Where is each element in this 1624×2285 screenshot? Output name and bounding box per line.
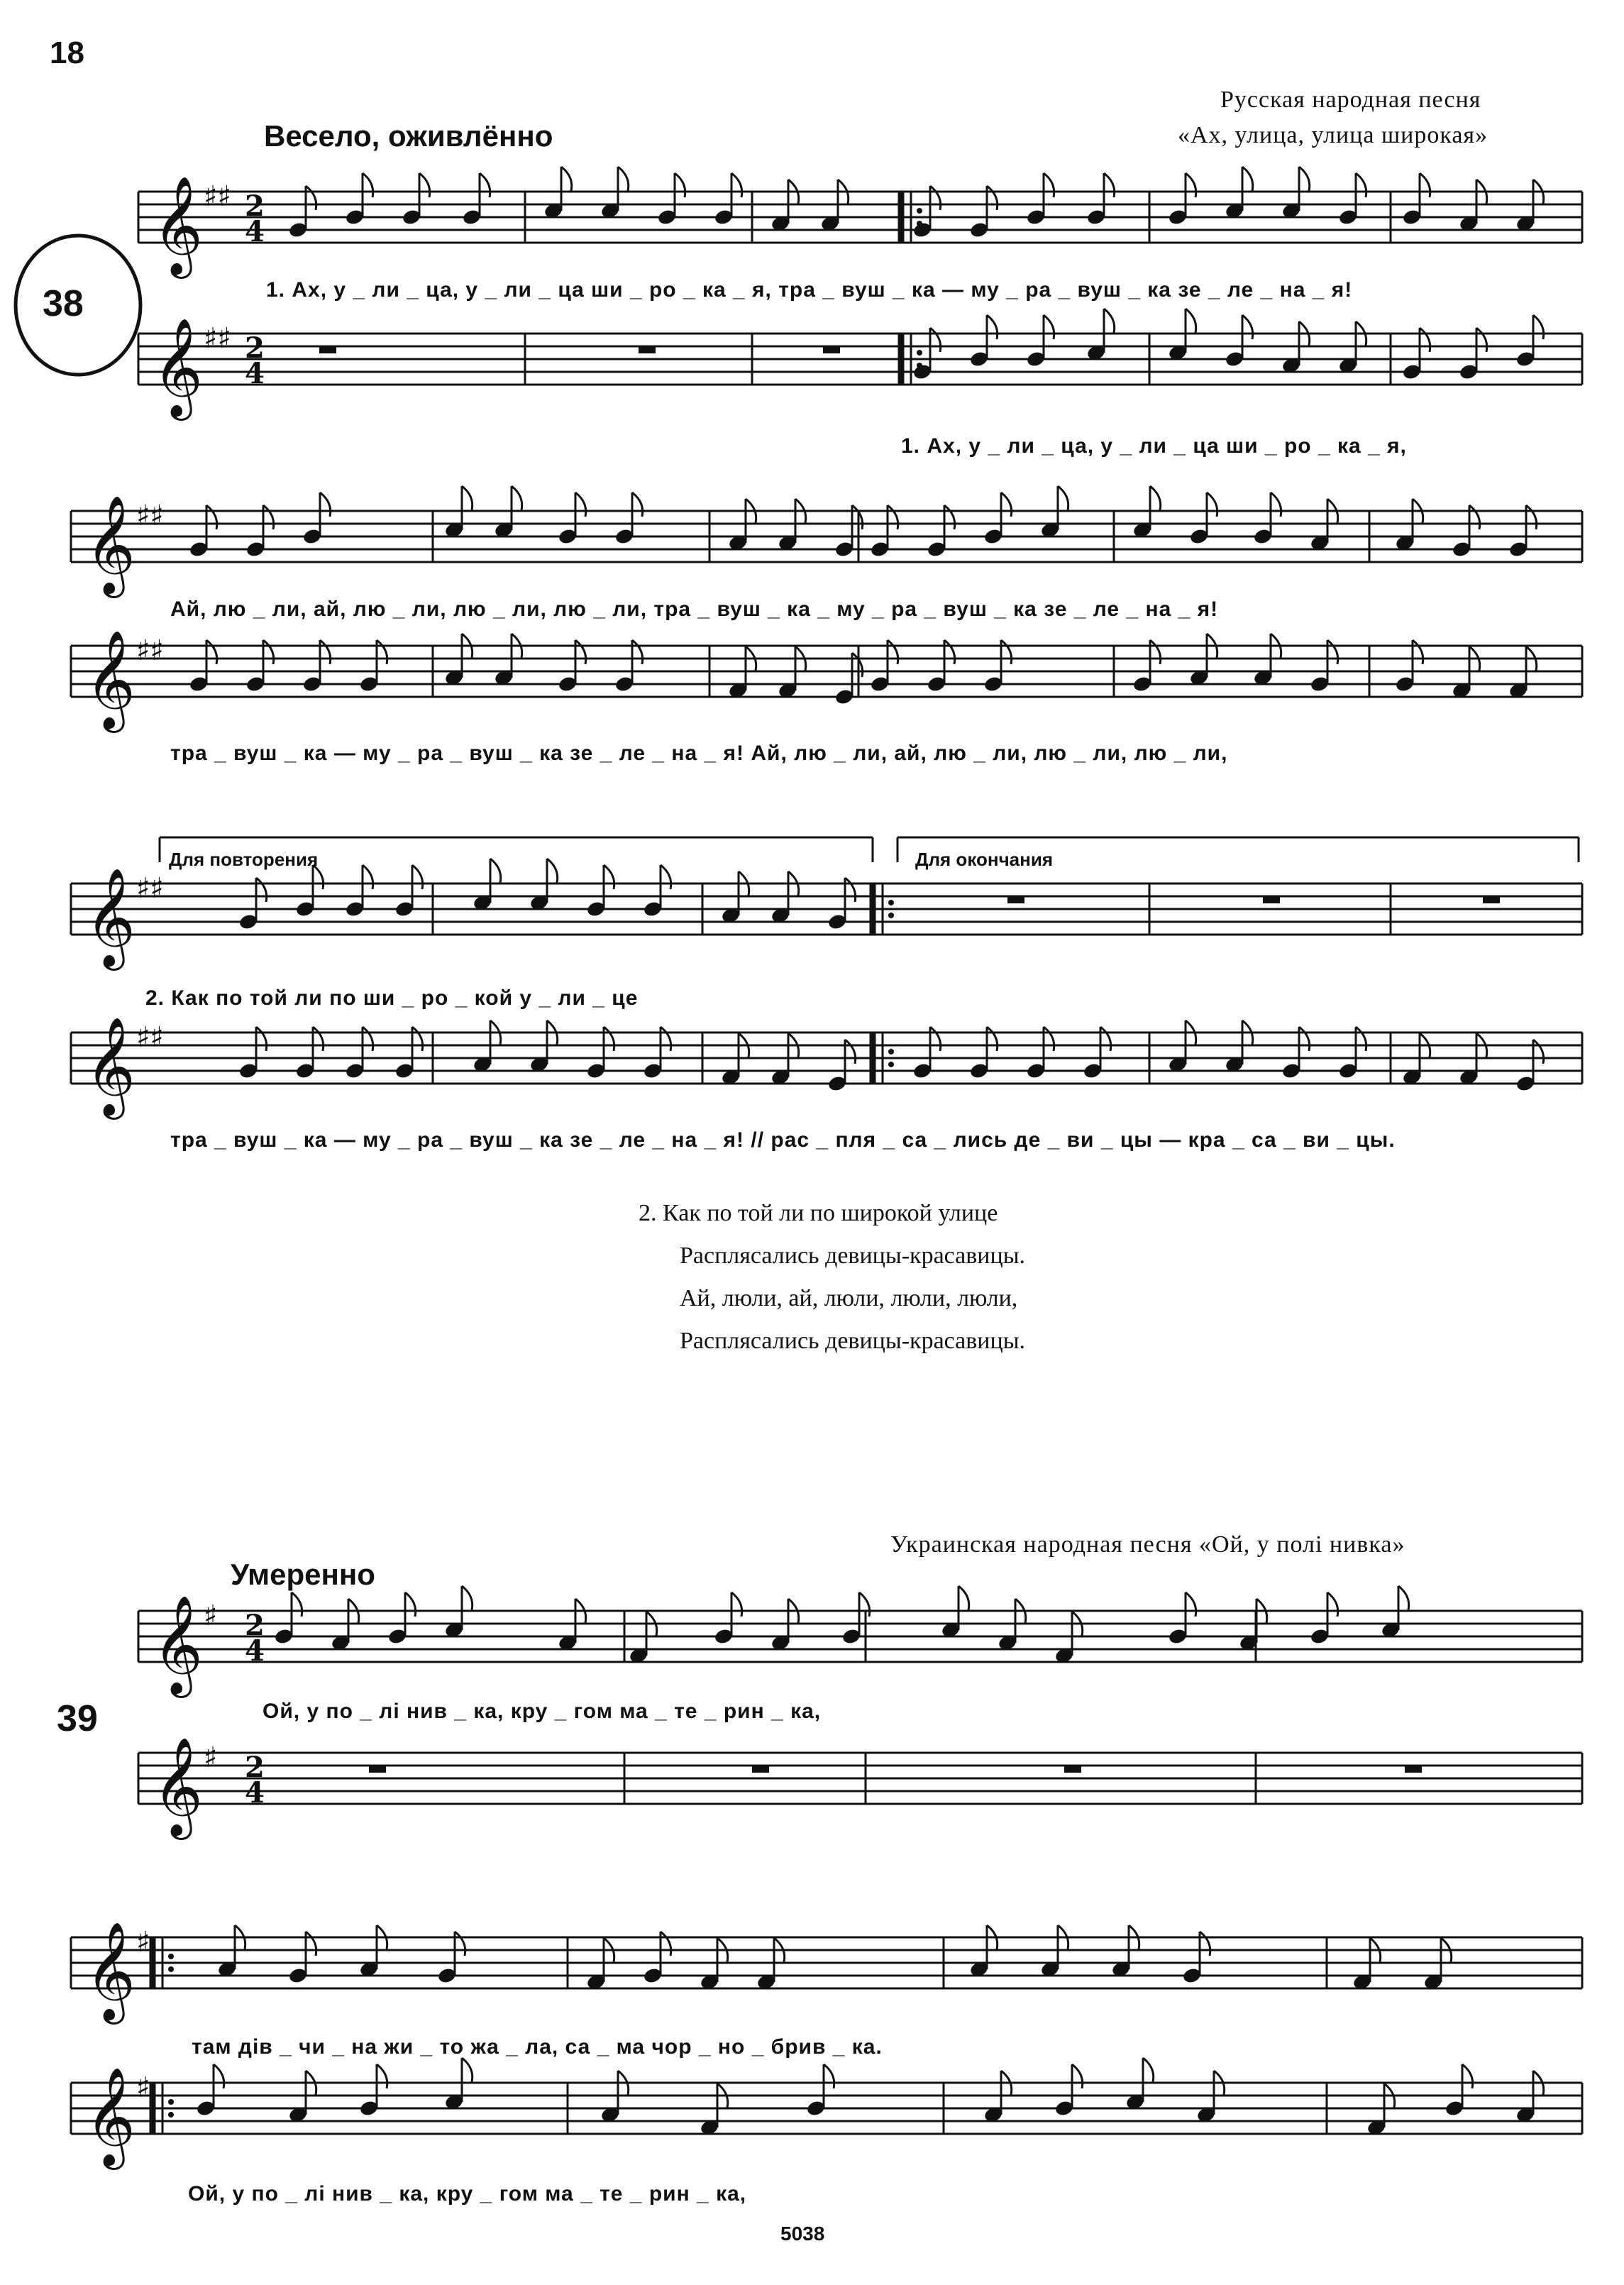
note-flag bbox=[845, 1040, 856, 1064]
note-flag bbox=[1044, 315, 1054, 339]
note-flag bbox=[661, 1027, 671, 1051]
note-flag bbox=[959, 1586, 969, 1610]
note-flag bbox=[1299, 167, 1310, 191]
note-flag bbox=[731, 1592, 742, 1617]
time-signature: 4 bbox=[245, 215, 265, 248]
song38-source-line2: «Ах, улица, улица широкая» bbox=[1178, 122, 1488, 148]
repeat-dot bbox=[168, 2099, 174, 2105]
note-flag bbox=[852, 653, 863, 677]
note-flag bbox=[1356, 1027, 1366, 1051]
key-signature: ♯ bbox=[204, 1600, 218, 1632]
note-flag bbox=[363, 865, 373, 889]
song39-tempo: Умеренно bbox=[231, 1558, 375, 1591]
footer-code: 5038 bbox=[780, 2223, 825, 2245]
note-flag bbox=[852, 505, 863, 529]
note-flag bbox=[944, 505, 955, 529]
volta-repeat-label: Для повторения bbox=[169, 849, 319, 870]
note-flag bbox=[930, 328, 941, 352]
song38-sys3-upper-lyrics: 2. Как по той ли по ши _ ро _ кой у _ ли _ це bbox=[145, 986, 639, 1010]
repeat-dot bbox=[168, 2112, 174, 2118]
note-flag bbox=[377, 640, 387, 664]
treble-clef: 𝄞 bbox=[85, 1922, 136, 2020]
note-flag bbox=[675, 173, 685, 197]
note-flag bbox=[1462, 2064, 1473, 2088]
treble-clef: 𝄞 bbox=[85, 868, 136, 967]
song38-number: 38 bbox=[43, 283, 84, 324]
note-flag bbox=[547, 859, 558, 883]
note-flag bbox=[632, 640, 643, 664]
key-signature: ♯ bbox=[136, 2071, 150, 2104]
repeat-dot bbox=[888, 900, 894, 905]
whole-rest bbox=[1263, 896, 1280, 903]
note-flag bbox=[1104, 309, 1115, 333]
time-signature: 2 bbox=[245, 331, 265, 365]
song39-sys1-lyrics: Ой, у по _ лі нив _ ка, кру _ гом ма _ те _ рин _ ка, bbox=[263, 1700, 822, 1723]
note-flag bbox=[214, 2064, 224, 2088]
note-flag bbox=[888, 640, 898, 664]
note-flag bbox=[575, 492, 586, 517]
time-signature: 2 bbox=[245, 189, 265, 223]
treble-clef: 𝄞 bbox=[85, 2067, 136, 2166]
note-flag bbox=[845, 878, 856, 902]
treble-clef: 𝄞 bbox=[85, 630, 136, 729]
repeat-dot bbox=[168, 1954, 174, 1959]
note-flag bbox=[661, 865, 671, 889]
note-flag bbox=[930, 1027, 941, 1051]
repeat-dot bbox=[168, 1966, 174, 1972]
note-flag bbox=[1150, 640, 1161, 664]
whole-rest bbox=[823, 346, 840, 353]
note-flag bbox=[1044, 1027, 1054, 1051]
key-signature: ♯♯ bbox=[204, 322, 231, 355]
note-flag bbox=[987, 315, 998, 339]
whole-rest bbox=[319, 346, 336, 353]
note-flag bbox=[575, 640, 586, 664]
note-flag bbox=[256, 1027, 267, 1051]
verse-line: Расплясались девицы-красавицы. bbox=[680, 1243, 1026, 1269]
song39-number: 39 bbox=[57, 1698, 98, 1739]
note-flag bbox=[1327, 1592, 1338, 1617]
note-flag bbox=[618, 167, 629, 191]
note-flag bbox=[490, 859, 501, 883]
treble-clef: 𝄞 bbox=[153, 176, 203, 275]
note-flag bbox=[661, 1932, 671, 1956]
note-flag bbox=[604, 865, 614, 889]
note-flag bbox=[1469, 505, 1480, 529]
note-flag bbox=[1299, 1027, 1310, 1051]
time-signature: 2 bbox=[245, 1609, 265, 1642]
time-signature: 4 bbox=[245, 357, 265, 390]
repeat-dot bbox=[917, 350, 922, 356]
note-flag bbox=[263, 640, 274, 664]
song38-sys1-lower-lyrics: 1. Ах, у _ ли _ ца, у _ ли _ ца ши _ ро _ ка _ я, bbox=[901, 434, 1407, 458]
key-signature: ♯♯ bbox=[204, 180, 231, 213]
song39-sys2-upper-lyrics: там дів _ чи _ на жи _ то жа _ ла, са _ ма чор _ но _ брив _ ка. bbox=[192, 2035, 883, 2059]
note-flag bbox=[1186, 1592, 1196, 1617]
note-flag bbox=[363, 1027, 373, 1051]
key-signature: ♯♯ bbox=[136, 500, 164, 532]
note-flag bbox=[1001, 640, 1012, 664]
note-flag bbox=[263, 505, 274, 529]
whole-rest bbox=[752, 1766, 769, 1773]
note-flag bbox=[419, 173, 430, 197]
note-flag bbox=[1044, 173, 1054, 197]
note-flag bbox=[292, 1592, 302, 1617]
note-flag bbox=[1058, 486, 1068, 510]
note-flag bbox=[987, 186, 998, 210]
key-signature: ♯♯ bbox=[136, 872, 164, 905]
note-flag bbox=[632, 492, 643, 517]
note-flag bbox=[1207, 492, 1217, 517]
note-flag bbox=[944, 640, 955, 664]
whole-rest bbox=[369, 1766, 386, 1773]
note-flag bbox=[1104, 173, 1115, 197]
note-flag bbox=[1186, 173, 1196, 197]
repeat-dot bbox=[888, 1062, 894, 1067]
note-flag bbox=[1001, 492, 1012, 517]
repeat-dot bbox=[888, 1049, 894, 1055]
song38-sys2-lower-lyrics: тра _ вуш _ ка — му _ ра _ вуш _ ка зе _ ле _ на _ я! Ай, лю _ ли, ай, лю _ ли, лю _ ли, лю _ ли, bbox=[170, 742, 1228, 765]
song38-sys1-upper-lyrics: 1. Ах, у _ ли _ ца, у _ ли _ ца ши _ ро _ ка _ я, тра _ вуш _ ка — му _ ра _ вуш _ ка зе _ ле _ на _ я! bbox=[266, 278, 1353, 302]
key-signature: ♯ bbox=[136, 1926, 150, 1959]
note-flag bbox=[320, 492, 331, 517]
note-flag bbox=[1533, 315, 1544, 339]
note-flag bbox=[412, 865, 423, 889]
volta-ending-label: Для окончания bbox=[915, 849, 1053, 870]
note-flag bbox=[512, 486, 522, 510]
note-flag bbox=[888, 505, 898, 529]
note-flag bbox=[561, 167, 572, 191]
note-flag bbox=[320, 640, 331, 664]
note-flag bbox=[462, 1586, 473, 1610]
note-flag bbox=[306, 1932, 316, 1956]
note-flag bbox=[462, 486, 473, 510]
note-flag bbox=[206, 640, 217, 664]
note-flag bbox=[1327, 640, 1338, 664]
key-signature: ♯♯ bbox=[136, 1021, 164, 1054]
treble-clef: 𝄞 bbox=[85, 495, 136, 594]
song38-sys3-lower-lyrics: тра _ вуш _ ка — му _ ра _ вуш _ ка зе _ ле _ на _ я! // рас _ пля _ са _ лись де _ ви _ цы — кра _ са _ ви _ цы. bbox=[170, 1128, 1396, 1152]
song39-source: Украинская народная песня «Ой, у полі нивка» bbox=[890, 1531, 1405, 1558]
note-flag bbox=[1242, 167, 1253, 191]
note-flag bbox=[1200, 1932, 1210, 1956]
note-flag bbox=[859, 1592, 870, 1617]
note-flag bbox=[1143, 2058, 1154, 2082]
note-flag bbox=[363, 173, 373, 197]
note-flag bbox=[604, 1027, 614, 1051]
song38-source-line1: Русская народная песня bbox=[1220, 87, 1481, 113]
note-flag bbox=[987, 1027, 998, 1051]
whole-rest bbox=[1007, 896, 1024, 903]
note-flag bbox=[412, 1027, 423, 1051]
whole-rest bbox=[1405, 1766, 1422, 1773]
repeat-dot bbox=[888, 913, 894, 918]
note-flag bbox=[1420, 328, 1430, 352]
song38-tempo: Весело, оживлённо bbox=[264, 119, 553, 153]
time-signature: 2 bbox=[245, 1751, 265, 1784]
note-flag bbox=[1420, 173, 1430, 197]
note-flag bbox=[1398, 1586, 1409, 1610]
note-flag bbox=[1533, 1040, 1544, 1064]
note-flag bbox=[1186, 309, 1196, 333]
treble-clef: 𝄞 bbox=[153, 318, 203, 417]
note-flag bbox=[206, 505, 217, 529]
note-flag bbox=[1356, 173, 1366, 197]
note-flag bbox=[1526, 505, 1537, 529]
note-flag bbox=[930, 186, 941, 210]
note-flag bbox=[1271, 492, 1281, 517]
treble-clef: 𝄞 bbox=[85, 1017, 136, 1116]
song38-sys2-upper-lyrics: Ай, лю _ ли, ай, лю _ ли, лю _ ли, лю _ ли, тра _ вуш _ ка _ му _ ра _ вуш _ ка зе _ ле _ на _ я! bbox=[170, 598, 1219, 621]
note-flag bbox=[731, 173, 742, 197]
note-flag bbox=[1072, 2064, 1083, 2088]
treble-clef: 𝄞 bbox=[153, 1595, 203, 1694]
note-flag bbox=[1242, 315, 1253, 339]
note-flag bbox=[462, 2058, 473, 2082]
key-signature: ♯ bbox=[204, 1741, 218, 1774]
note-flag bbox=[306, 186, 316, 210]
whole-rest bbox=[1483, 896, 1500, 903]
note-flag bbox=[405, 1592, 416, 1617]
whole-rest bbox=[1064, 1766, 1081, 1773]
note-flag bbox=[480, 173, 490, 197]
whole-rest bbox=[639, 346, 656, 353]
note-flag bbox=[377, 2064, 387, 2088]
note-flag bbox=[256, 878, 267, 902]
treble-clef: 𝄞 bbox=[153, 1737, 203, 1836]
time-signature: 4 bbox=[245, 1634, 265, 1668]
repeat-dot bbox=[917, 208, 922, 214]
time-signature: 4 bbox=[245, 1776, 265, 1810]
note-flag bbox=[1413, 640, 1423, 664]
verse-line: 2. Как по той ли по широкой улице bbox=[639, 1200, 998, 1226]
note-flag bbox=[1476, 328, 1487, 352]
song39-sys2-lower-lyrics: Ой, у по _ лі нив _ ка, кру _ гом ма _ те _ рин _ ка, bbox=[188, 2182, 747, 2206]
song38-verse2 bbox=[639, 1192, 1025, 1362]
verse-line: Расплясались девицы-красавицы. bbox=[680, 1328, 1026, 1354]
note-flag bbox=[1100, 1027, 1111, 1051]
verse-line: Ай, люли, ай, люли, люли, люли, bbox=[680, 1285, 1018, 1311]
page-number: 18 bbox=[50, 35, 84, 70]
note-flag bbox=[313, 1027, 324, 1051]
note-flag bbox=[1150, 486, 1161, 510]
note-flag bbox=[824, 2064, 834, 2088]
key-signature: ♯♯ bbox=[136, 634, 164, 667]
note-flag bbox=[455, 1932, 465, 1956]
